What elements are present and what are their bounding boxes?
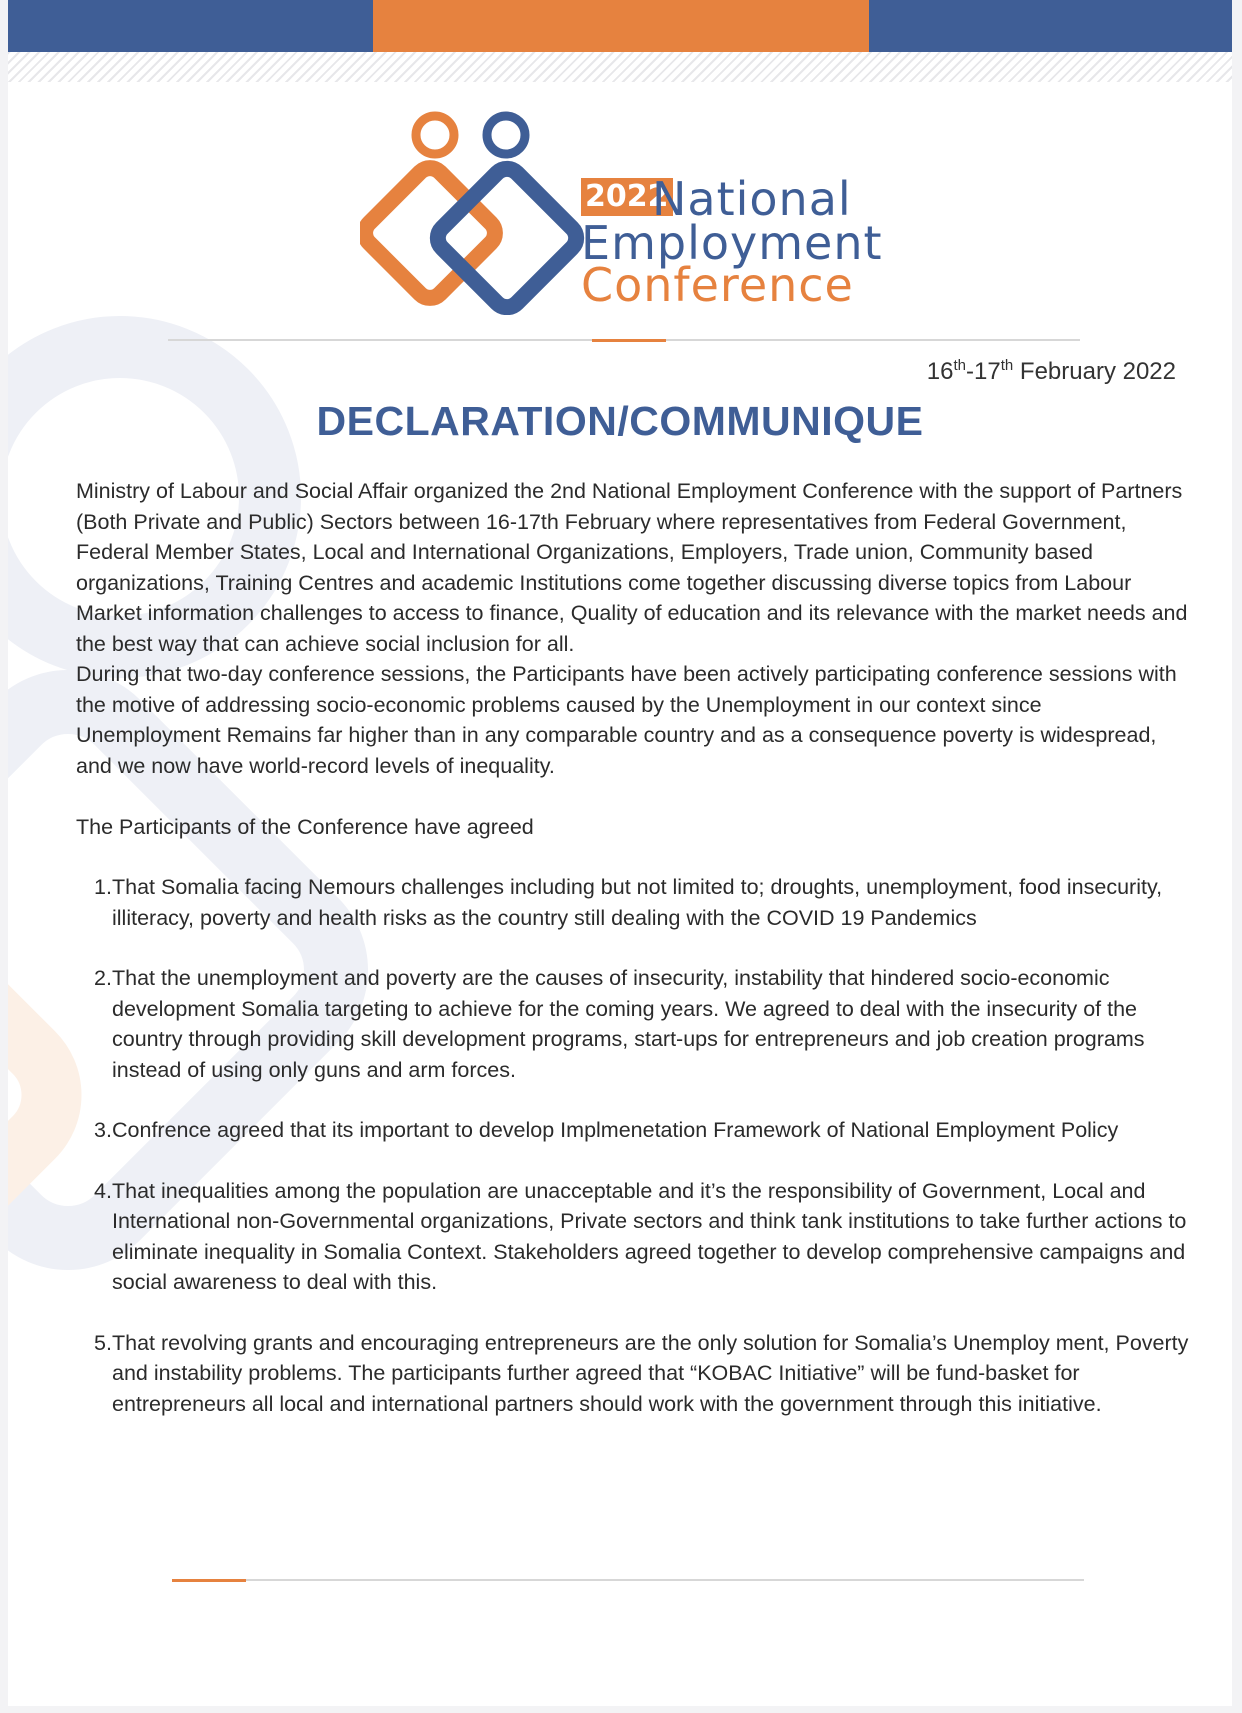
resolution-item (94, 963, 1194, 1085)
top-divider (168, 339, 1080, 341)
resolution-item (94, 1328, 1194, 1420)
resolution-number: 5. (94, 1330, 112, 1355)
resolution-item (94, 872, 1194, 933)
conference-date (927, 357, 1176, 386)
conference-logo (360, 105, 883, 315)
resolution-text: Confrence agreed that its important to develop Implmenetation Framework of National Employment Policy (112, 1118, 1119, 1142)
intro-paragraph-2: During that two-day conference sessions, the Participants have been actively participating conference sessions with the motive of addressing socio-economic problems caused by the Unemployment in our context since Unemployment Remains far higher than in any comparable country and as a consequence poverty is widespread, and we now have world-record levels of inequality. (76, 662, 1177, 778)
resolution-number: 2. (94, 966, 112, 990)
header-bar-middle (373, 0, 869, 52)
date-month-year: February 2022 (1013, 358, 1176, 385)
resolutions-list (94, 872, 1194, 1419)
date-suffix-start: th (953, 357, 967, 374)
date-dash: - (966, 358, 975, 385)
resolution-number: 1. (94, 875, 112, 899)
resolution-number: 3. (94, 1118, 112, 1142)
date-day-end: 17 (974, 358, 1001, 385)
bottom-divider-accent (172, 1579, 246, 1582)
agreed-intro: The Participants of the Conference have agreed (76, 815, 534, 839)
resolution-text: That revolving grants and encouraging entrepreneurs are the only solution for Somalia’s Unemploy ment, Poverty and instability problems. The participants further agreed that “KOBAC Initiative” will be fund-basket for entrepreneurs all local and international partners should work with the government through this initiative. (112, 1330, 1189, 1416)
resolution-number: 4. (94, 1178, 112, 1203)
header-color-bar (8, 0, 1232, 52)
logo-title-conference: Conference (581, 258, 854, 312)
intro-text (76, 476, 1190, 781)
resolution-text: That inequalities among the population are unacceptable and it’s the responsibility of Government, Local and International non-Governmental organizations, Private sectors and think tank institutions to take further actions to eliminate inequality in Somalia Context. Stakeholders agreed together to develop comprehensive campaigns and social awareness to deal with this. (112, 1178, 1187, 1294)
header-bar-left (8, 0, 373, 52)
document-page (8, 0, 1232, 1706)
header-hatch-band (8, 52, 1232, 82)
intro-paragraph-1: Ministry of Labour and Social Affair organized the 2nd National Employment Conference with the support of Partners (Both Private and Public) Sectors between 16-17th February where representatives from Federal Government, Federal Member States, Local and International Organizations, Employers, Trade union, Community based organizations, Training Centres and academic Institutions come together discussing diverse topics from Labour Market information challenges to access to finance, Quality of education and its relevance with the market needs and the best way that can achieve social inclusion for all. (76, 479, 1188, 656)
date-suffix-end: th (1000, 357, 1014, 374)
resolution-item (94, 1115, 1194, 1146)
document-heading: DECLARATION/COMMUNIQUE (316, 398, 924, 444)
logo-title-employment: Employment (581, 216, 883, 270)
date-day-start: 16 (926, 358, 954, 385)
resolution-text: That Somalia facing Nemours challenges including but not limited to; droughts, unemployment, food insecurity, illiteracy, poverty and health risks as the country still dealing with the COVID 19 Pandemics (112, 875, 1163, 930)
logo-title-national: National (652, 172, 852, 226)
logo-year: 2022 (581, 178, 673, 216)
top-divider-accent (592, 339, 666, 342)
resolution-text: That the unemployment and poverty are the causes of insecurity, instability that hindered socio-economic development Somalia targeting to achieve for the coming years. We agreed to deal with the insecurity of the country through providing skill development programs, start-ups for entrepreneurs and job creation programs instead of using only guns and arm forces. (112, 966, 1145, 1082)
bottom-divider (172, 1579, 1084, 1581)
header-bar-right (869, 0, 1232, 52)
resolution-item (94, 1176, 1194, 1298)
